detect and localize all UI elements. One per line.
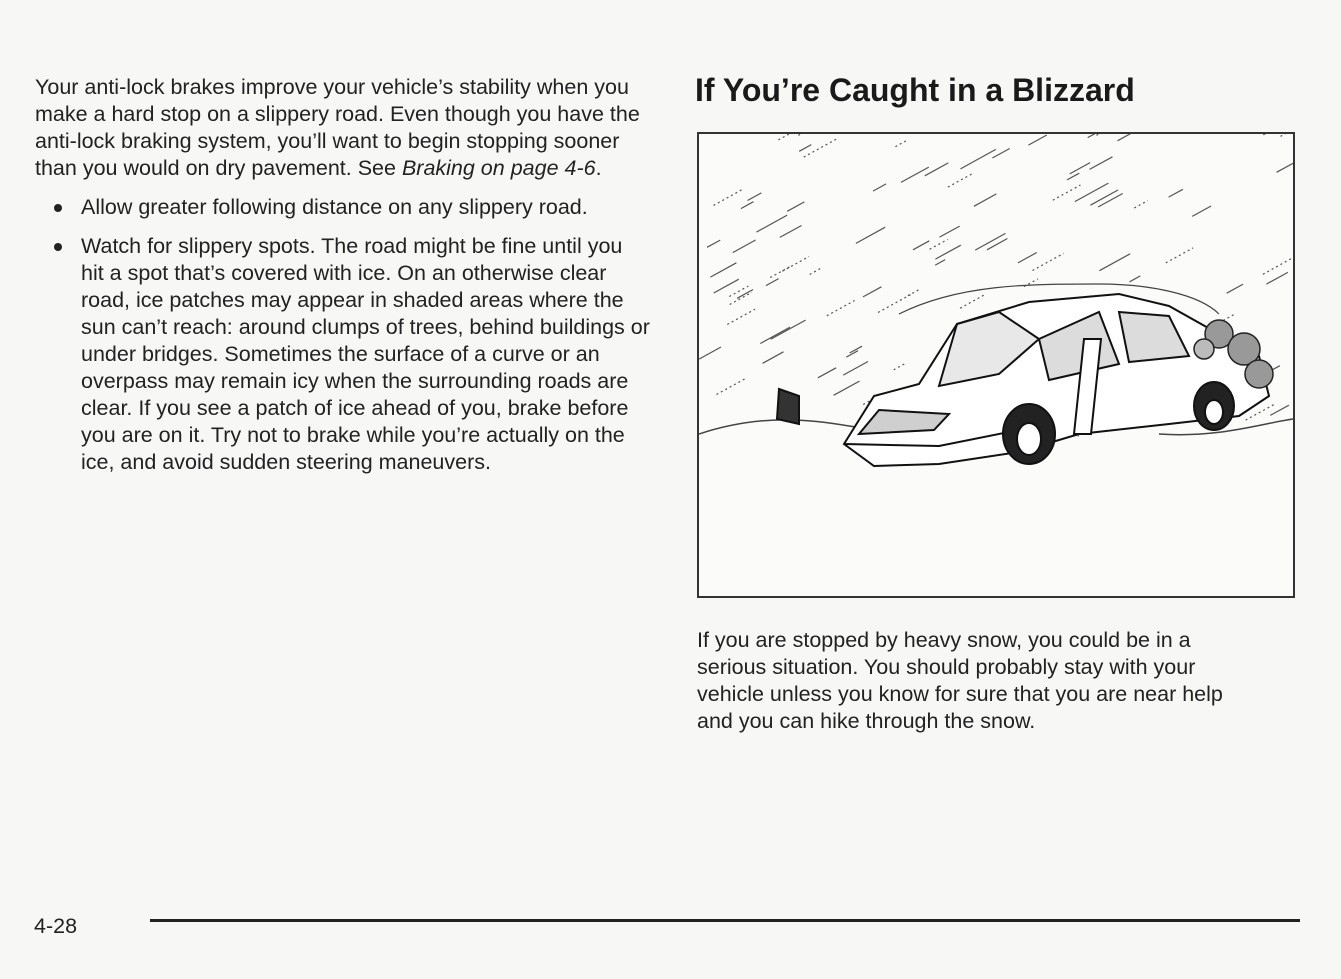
snow-streak [856, 227, 885, 243]
snow-streak [1028, 135, 1046, 145]
snow-streak [940, 226, 960, 237]
snow-streak [1090, 157, 1113, 170]
snow-streak [1263, 134, 1281, 135]
snow-streak [780, 226, 802, 238]
right-column [695, 70, 1300, 110]
abs-intro-text: Your anti-lock brakes improve your vehicle’s stability when you make a hard stop on a slippery road. Even though you have the anti-lock braking system, you’ll want to begin stopping sooner than you would on dry pavement. See [35, 75, 640, 180]
snow-streak [1067, 173, 1079, 180]
page-number: 4-28 [34, 914, 78, 938]
bullet-icon [54, 243, 62, 251]
left-column [35, 74, 650, 476]
snow-streak [987, 239, 1007, 250]
snow-streak [756, 215, 787, 232]
snow-streak [1130, 276, 1141, 282]
snow-streak [804, 138, 838, 157]
snow-streak [894, 363, 906, 370]
snow-streak [1277, 155, 1293, 172]
snow-streak [948, 173, 973, 187]
list-item-text: Allow greater following distance on any slippery road. [81, 195, 588, 219]
abs-intro-end: . [595, 156, 602, 180]
snow-streak [771, 320, 806, 339]
snow-streak [1070, 163, 1090, 174]
snow-streak [1033, 253, 1064, 270]
list-item-text: Watch for slippery spots. The road might be fine until you hit a spot that’s covered with ice. On an otherwise clear road, ice patches may appear in shaded areas where the sun can’t reach: around clumps of trees, behind buildings or under bridges. Sometimes the surface of a curve or an overpass may remain icy when the surrounding roads are clear. If you see a patch of ice ahead of you, brake before you are on it. Try not to brake while you’re actually on the ice, and avoid sudden steering maneuvers. [81, 234, 650, 474]
snow-streak [710, 263, 736, 277]
slippery-road-tips-list [35, 194, 650, 476]
snow-streak [843, 362, 868, 376]
snow-streak [714, 279, 739, 293]
snow-streak [818, 368, 836, 378]
snow-streak [935, 245, 960, 259]
snow-streak [1281, 134, 1294, 136]
snow-streak [863, 287, 881, 297]
snow-streak [1090, 190, 1118, 205]
snow-streak [729, 286, 748, 296]
snow-streak [763, 352, 784, 364]
blizzard-illustration-icon [699, 134, 1293, 596]
snow-streak [873, 184, 886, 191]
snow-streak [1018, 253, 1037, 263]
snow-streak [766, 279, 779, 286]
car-buried-in-snow-illustration [697, 132, 1295, 598]
snow-streak [930, 239, 948, 249]
snow-streak [1227, 284, 1243, 293]
snow-streak [960, 295, 984, 308]
snow-streak [1118, 134, 1131, 141]
snow-streak [901, 167, 929, 182]
snow-streak [961, 149, 996, 169]
snow-streak [1270, 405, 1289, 415]
snow-streak [733, 240, 756, 253]
snow-streak [1098, 194, 1123, 208]
snow-streak [714, 190, 742, 206]
snow-streak [1099, 254, 1130, 271]
snow-streak [730, 292, 752, 304]
snow-streak [748, 193, 762, 201]
snow-streak [834, 381, 860, 395]
snow-streak [1169, 189, 1183, 197]
snow-streak [878, 294, 912, 313]
blizzard-paragraph: If you are stopped by heavy snow, you could be in a serious situation. You should probably stay with your vehicle unless you know for sure that you are near help and you can hike through the snow. [697, 628, 1223, 733]
snow-streak [1088, 134, 1099, 138]
snow-streak [1192, 206, 1211, 216]
snow-streak [925, 163, 949, 176]
snow-streak [799, 145, 811, 152]
snow-streak [1053, 185, 1081, 200]
snow-streak [827, 301, 855, 316]
snow-streak [778, 134, 807, 140]
list-item [35, 194, 650, 221]
snow-streak [699, 347, 721, 359]
snow-streak [1263, 256, 1293, 274]
snow-streak [727, 309, 755, 324]
abs-intro-paragraph [35, 74, 650, 182]
snow-streak [913, 241, 929, 250]
snow-streak [741, 202, 754, 209]
snow-streak [1134, 201, 1148, 208]
snow-streak [895, 140, 907, 146]
list-item [35, 233, 650, 476]
bullet-icon [54, 204, 62, 212]
snow-streak [1166, 248, 1193, 263]
snow-streak [782, 257, 809, 272]
snow-streak [787, 202, 804, 211]
snow-streak [707, 240, 720, 247]
section-heading: If You’re Caught in a Blizzard [695, 72, 1135, 108]
snow-streak [1097, 134, 1112, 135]
snow-streak [974, 194, 997, 206]
snow-streak [1266, 272, 1287, 284]
snow-streak [717, 379, 745, 395]
snow-streak [935, 260, 945, 266]
footer-divider [150, 919, 1300, 922]
snow-streak [810, 269, 821, 275]
snow-streak [760, 327, 790, 343]
snow-streak [798, 134, 830, 135]
braking-page-reference: Braking on page 4-6 [401, 156, 596, 180]
